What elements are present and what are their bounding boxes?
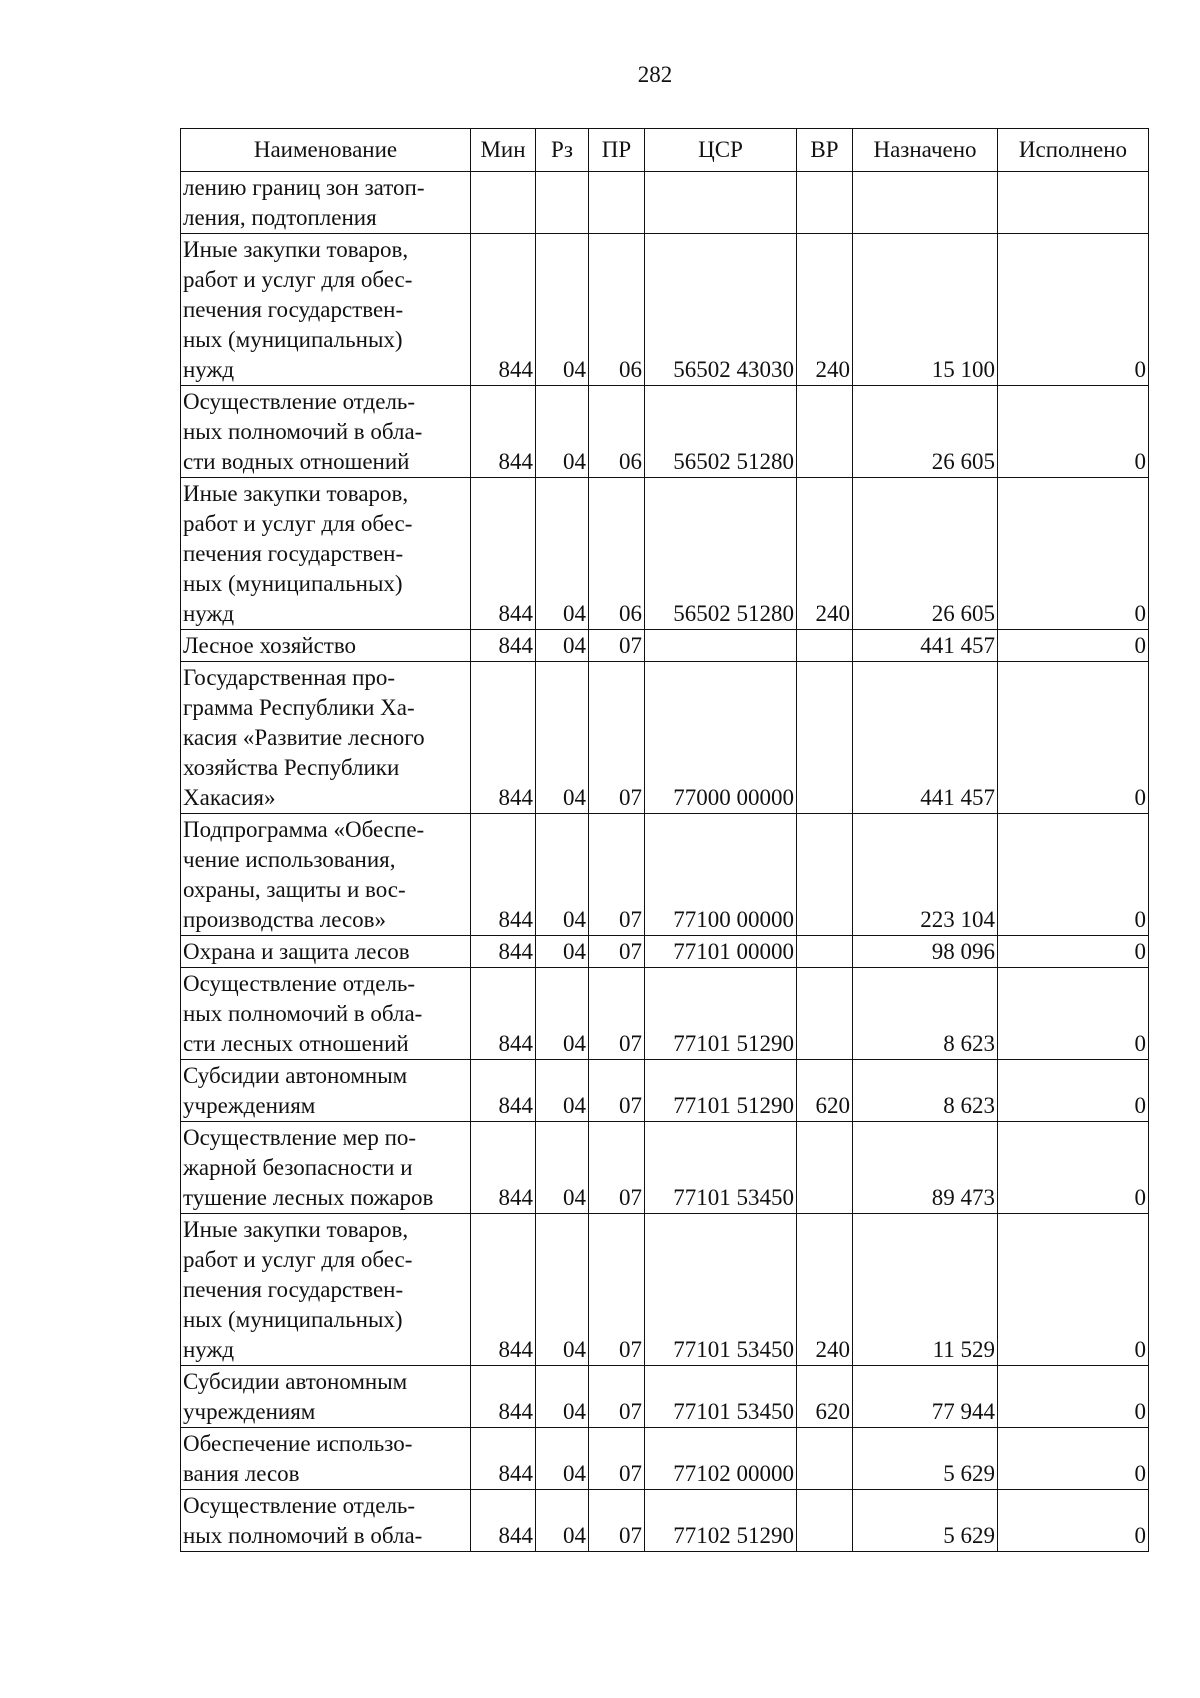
cell-vr — [797, 1428, 853, 1490]
page-number: 282 — [637, 62, 673, 87]
cell-pr: 06 — [589, 478, 645, 630]
cell-pr: 07 — [589, 936, 645, 968]
cell-executed: 0 — [998, 630, 1149, 662]
header-executed: Исполнено — [998, 129, 1149, 172]
cell-csr: 77101 00000 — [645, 936, 797, 968]
cell-csr — [645, 172, 797, 234]
cell-pr: 07 — [589, 1060, 645, 1122]
cell-executed: 0 — [998, 1122, 1149, 1214]
cell-csr: 77101 53450 — [645, 1214, 797, 1366]
cell-vr — [797, 814, 853, 936]
cell-vr — [797, 968, 853, 1060]
cell-csr — [645, 630, 797, 662]
table-row — [181, 1122, 1149, 1214]
cell-assigned: 8 623 — [853, 1060, 998, 1122]
table-row — [181, 1428, 1149, 1490]
cell-assigned: 223 104 — [853, 814, 998, 936]
cell-executed: 0 — [998, 968, 1149, 1060]
cell-assigned: 441 457 — [853, 630, 998, 662]
cell-executed: 0 — [998, 386, 1149, 478]
cell-min: 844 — [471, 936, 536, 968]
cell-vr: 620 — [797, 1060, 853, 1122]
cell-name: Иные закупки товаров, работ и услуг для обес- печения государствен- ных (муниципальных) нужд — [181, 1214, 471, 1366]
cell-rz: 04 — [536, 1122, 589, 1214]
cell-pr: 07 — [589, 662, 645, 814]
cell-min: 844 — [471, 662, 536, 814]
cell-csr: 56502 51280 — [645, 478, 797, 630]
table-body — [181, 172, 1149, 1552]
cell-vr — [797, 630, 853, 662]
cell-vr: 620 — [797, 1366, 853, 1428]
cell-vr — [797, 172, 853, 234]
cell-pr: 07 — [589, 1428, 645, 1490]
cell-min: 844 — [471, 1490, 536, 1552]
cell-min: 844 — [471, 968, 536, 1060]
header-name: Наименование — [181, 129, 471, 172]
cell-rz: 04 — [536, 814, 589, 936]
table-row — [181, 386, 1149, 478]
cell-executed: 0 — [998, 814, 1149, 936]
cell-assigned: 15 100 — [853, 234, 998, 386]
cell-min: 844 — [471, 386, 536, 478]
cell-name: Иные закупки товаров, работ и услуг для обес- печения государствен- ных (муниципальных) нужд — [181, 478, 471, 630]
cell-assigned: 5 629 — [853, 1490, 998, 1552]
cell-vr: 240 — [797, 1214, 853, 1366]
cell-executed: 0 — [998, 1490, 1149, 1552]
cell-vr — [797, 936, 853, 968]
cell-executed: 0 — [998, 662, 1149, 814]
header-csr: ЦСР — [645, 129, 797, 172]
cell-rz: 04 — [536, 478, 589, 630]
cell-min: 844 — [471, 1366, 536, 1428]
cell-assigned: 89 473 — [853, 1122, 998, 1214]
cell-assigned — [853, 172, 998, 234]
cell-name: Осуществление мер по- жарной безопасности и тушение лесных пожаров — [181, 1122, 471, 1214]
cell-vr — [797, 662, 853, 814]
cell-name: Лесное хозяйство — [181, 630, 471, 662]
cell-rz: 04 — [536, 1428, 589, 1490]
cell-executed: 0 — [998, 1214, 1149, 1366]
table-row — [181, 936, 1149, 968]
table-row — [181, 814, 1149, 936]
cell-name: Обеспечение использо- вания лесов — [181, 1428, 471, 1490]
table-row — [181, 630, 1149, 662]
cell-rz: 04 — [536, 1060, 589, 1122]
cell-csr: 77000 00000 — [645, 662, 797, 814]
header-vr: ВР — [797, 129, 853, 172]
cell-csr: 77102 51290 — [645, 1490, 797, 1552]
table-row — [181, 1214, 1149, 1366]
table-row — [181, 234, 1149, 386]
cell-pr: 06 — [589, 234, 645, 386]
cell-name: Осуществление отдель- ных полномочий в обла- сти водных отношений — [181, 386, 471, 478]
table-row — [181, 172, 1149, 234]
header-min: Мин — [471, 129, 536, 172]
cell-pr: 07 — [589, 814, 645, 936]
cell-name: Субсидии автономным учреждениям — [181, 1366, 471, 1428]
cell-assigned: 77 944 — [853, 1366, 998, 1428]
cell-min: 844 — [471, 814, 536, 936]
cell-min: 844 — [471, 630, 536, 662]
cell-rz: 04 — [536, 1366, 589, 1428]
cell-pr: 07 — [589, 968, 645, 1060]
cell-name: лению границ зон затоп- ления, подтопления — [181, 172, 471, 234]
cell-min: 844 — [471, 1214, 536, 1366]
table-row — [181, 478, 1149, 630]
table-row — [181, 1060, 1149, 1122]
cell-vr — [797, 386, 853, 478]
cell-csr: 56502 51280 — [645, 386, 797, 478]
cell-csr: 77101 51290 — [645, 1060, 797, 1122]
cell-csr: 56502 43030 — [645, 234, 797, 386]
table-row — [181, 968, 1149, 1060]
cell-executed: 0 — [998, 1428, 1149, 1490]
cell-assigned: 26 605 — [853, 478, 998, 630]
cell-min: 844 — [471, 234, 536, 386]
cell-vr — [797, 1490, 853, 1552]
cell-rz: 04 — [536, 968, 589, 1060]
cell-executed — [998, 172, 1149, 234]
cell-executed: 0 — [998, 234, 1149, 386]
cell-name: Охрана и защита лесов — [181, 936, 471, 968]
cell-csr: 77101 53450 — [645, 1366, 797, 1428]
cell-min: 844 — [471, 478, 536, 630]
cell-executed: 0 — [998, 936, 1149, 968]
cell-assigned: 441 457 — [853, 662, 998, 814]
cell-vr: 240 — [797, 234, 853, 386]
cell-rz: 04 — [536, 1214, 589, 1366]
budget-table — [180, 128, 1149, 1552]
cell-assigned: 8 623 — [853, 968, 998, 1060]
cell-name: Государственная про- грамма Республики Ха- касия «Развитие лесного хозяйства Республики Хакасия» — [181, 662, 471, 814]
cell-pr — [589, 172, 645, 234]
cell-name: Иные закупки товаров, работ и услуг для обес- печения государствен- ных (муниципальных) нужд — [181, 234, 471, 386]
header-pr: ПР — [589, 129, 645, 172]
cell-csr: 77102 00000 — [645, 1428, 797, 1490]
cell-executed: 0 — [998, 478, 1149, 630]
cell-rz — [536, 172, 589, 234]
cell-rz: 04 — [536, 936, 589, 968]
cell-pr: 07 — [589, 630, 645, 662]
cell-assigned: 5 629 — [853, 1428, 998, 1490]
header-assigned: Назначено — [853, 129, 998, 172]
cell-min — [471, 172, 536, 234]
cell-rz: 04 — [536, 662, 589, 814]
cell-csr: 77101 51290 — [645, 968, 797, 1060]
cell-assigned: 11 529 — [853, 1214, 998, 1366]
cell-csr: 77100 00000 — [645, 814, 797, 936]
cell-min: 844 — [471, 1060, 536, 1122]
cell-name: Осуществление отдель- ных полномочий в обла- сти лесных отношений — [181, 968, 471, 1060]
cell-pr: 07 — [589, 1122, 645, 1214]
cell-assigned: 26 605 — [853, 386, 998, 478]
cell-name: Осуществление отдель- ных полномочий в обла- — [181, 1490, 471, 1552]
cell-pr: 07 — [589, 1490, 645, 1552]
cell-name: Субсидии автономным учреждениям — [181, 1060, 471, 1122]
cell-name: Подпрограмма «Обеспе- чение использования, охраны, защиты и вос- производства лесов» — [181, 814, 471, 936]
cell-rz: 04 — [536, 1490, 589, 1552]
cell-min: 844 — [471, 1428, 536, 1490]
cell-vr — [797, 1122, 853, 1214]
cell-assigned: 98 096 — [853, 936, 998, 968]
cell-pr: 07 — [589, 1366, 645, 1428]
cell-vr: 240 — [797, 478, 853, 630]
cell-executed: 0 — [998, 1060, 1149, 1122]
cell-rz: 04 — [536, 630, 589, 662]
cell-rz: 04 — [536, 386, 589, 478]
table-header-row — [181, 129, 1149, 172]
cell-pr: 07 — [589, 1214, 645, 1366]
table-row — [181, 1490, 1149, 1552]
cell-min: 844 — [471, 1122, 536, 1214]
cell-csr: 77101 53450 — [645, 1122, 797, 1214]
cell-executed: 0 — [998, 1366, 1149, 1428]
table-row — [181, 662, 1149, 814]
cell-rz: 04 — [536, 234, 589, 386]
table-row — [181, 1366, 1149, 1428]
header-rz: Рз — [536, 129, 589, 172]
cell-pr: 06 — [589, 386, 645, 478]
